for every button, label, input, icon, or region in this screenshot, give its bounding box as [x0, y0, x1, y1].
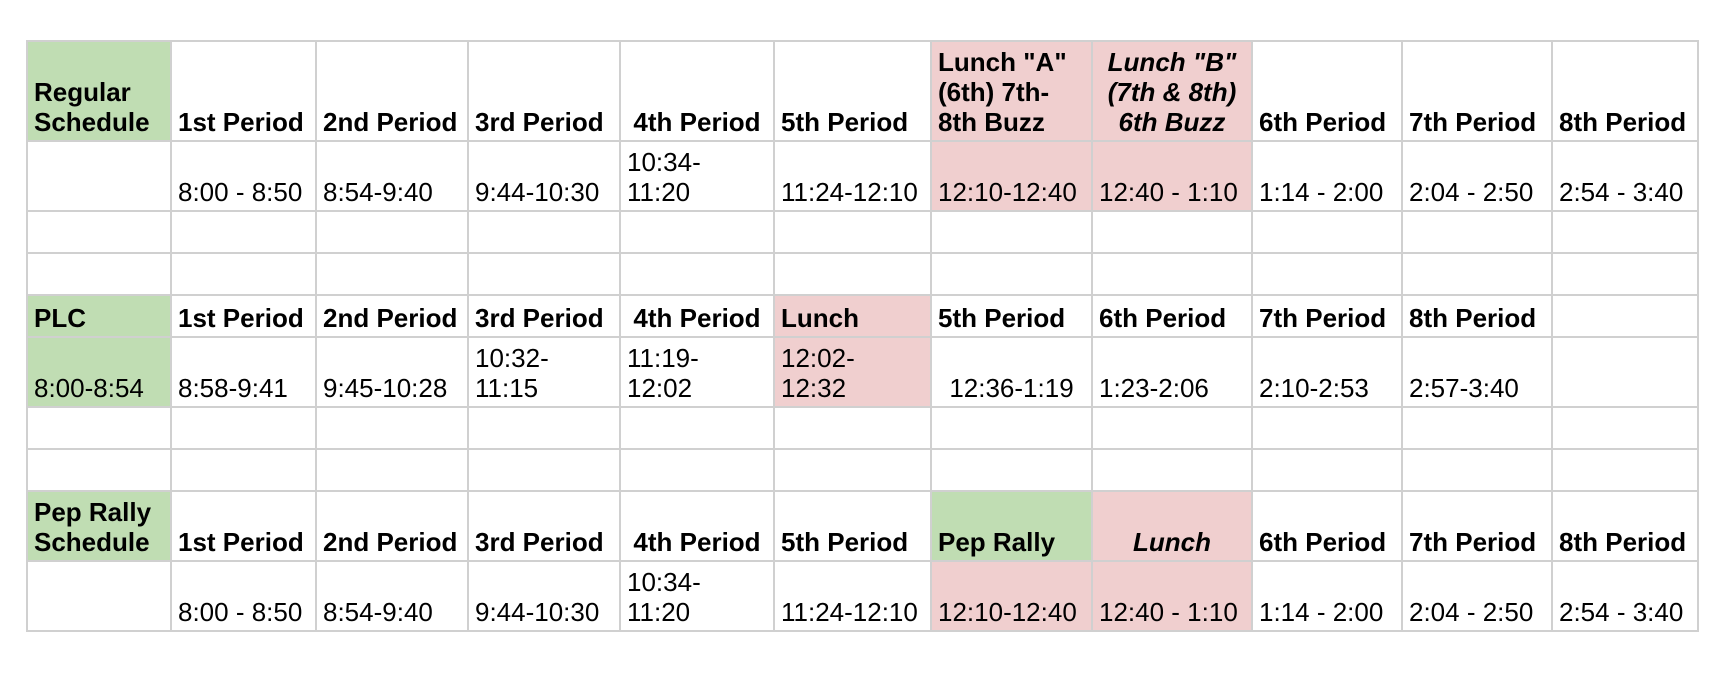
regular-time-cell[interactable]: 8:00 - 8:50 — [171, 141, 316, 211]
plc-header-cell[interactable]: 4th Period — [620, 295, 774, 337]
pep-rally-header-cell[interactable]: 1st Period — [171, 491, 316, 561]
blank-row — [27, 253, 1698, 295]
regular-time-cell[interactable]: 11:24-12:10 — [774, 141, 931, 211]
plc-time-cell[interactable]: 11:19- 12:02 — [620, 337, 774, 407]
plc-header-cell[interactable]: 1st Period — [171, 295, 316, 337]
empty-cell[interactable] — [620, 407, 774, 449]
regular-lunch-a-header[interactable]: Lunch "A" (6th) 7th-8th Buzz — [931, 41, 1092, 141]
regular-time-cell[interactable]: 2:54 - 3:40 — [1552, 141, 1698, 211]
empty-cell[interactable] — [1252, 449, 1402, 491]
regular-header-row — [27, 41, 1698, 141]
pep-rally-time-cell[interactable]: 9:44-10:30 — [468, 561, 620, 631]
plc-time-row — [27, 337, 1698, 407]
regular-header-cell[interactable]: 4th Period — [620, 41, 774, 141]
plc-time-cell[interactable]: 12:36-1:19 — [931, 337, 1092, 407]
pep-rally-lunch-header[interactable]: Lunch — [1092, 491, 1252, 561]
pep-rally-time-cell[interactable]: 8:00 - 8:50 — [171, 561, 316, 631]
empty-cell[interactable] — [620, 449, 774, 491]
pep-rally-header-row — [27, 491, 1698, 561]
plc-header-cell[interactable]: 3rd Period — [468, 295, 620, 337]
empty-cell[interactable] — [774, 449, 931, 491]
regular-lunch-b-time[interactable]: 12:40 - 1:10 — [1092, 141, 1252, 211]
regular-header-cell[interactable]: 7th Period — [1402, 41, 1552, 141]
empty-cell[interactable] — [171, 253, 316, 295]
empty-cell[interactable] — [1252, 211, 1402, 253]
empty-cell[interactable] — [171, 449, 316, 491]
plc-header-cell[interactable]: 8th Period — [1402, 295, 1552, 337]
pep-rally-header-cell[interactable]: 6th Period — [1252, 491, 1402, 561]
plc-time-cell[interactable]: 2:57-3:40 — [1402, 337, 1552, 407]
pep-rally-time-cell[interactable]: 2:04 - 2:50 — [1402, 561, 1552, 631]
empty-cell[interactable] — [1552, 253, 1698, 295]
empty-cell[interactable] — [1092, 211, 1252, 253]
regular-header-cell[interactable]: 6th Period — [1252, 41, 1402, 141]
empty-cell[interactable] — [931, 407, 1092, 449]
empty-cell[interactable] — [27, 407, 171, 449]
empty-cell[interactable] — [620, 253, 774, 295]
empty-cell[interactable] — [171, 407, 316, 449]
pep-rally-time-cell[interactable] — [27, 561, 171, 631]
empty-cell[interactable] — [1402, 211, 1552, 253]
empty-cell[interactable] — [316, 449, 468, 491]
empty-cell[interactable] — [316, 407, 468, 449]
empty-cell[interactable] — [1552, 449, 1698, 491]
regular-header-cell[interactable]: 8th Period — [1552, 41, 1698, 141]
empty-cell[interactable] — [1402, 449, 1552, 491]
empty-cell[interactable] — [316, 253, 468, 295]
empty-cell[interactable] — [468, 407, 620, 449]
empty-cell[interactable] — [27, 449, 171, 491]
plc-time-cell[interactable]: 2:10-2:53 — [1252, 337, 1402, 407]
empty-cell[interactable] — [1552, 211, 1698, 253]
regular-time-cell[interactable]: 2:04 - 2:50 — [1402, 141, 1552, 211]
pep-rally-event-time[interactable]: 12:10-12:40 — [931, 561, 1092, 631]
plc-time-cell[interactable] — [1552, 337, 1698, 407]
pep-rally-time-cell[interactable]: 10:34- 11:20 — [620, 561, 774, 631]
empty-cell[interactable] — [27, 211, 171, 253]
schedule-table — [26, 40, 1699, 632]
pep-rally-time-cell[interactable]: 1:14 - 2:00 — [1252, 561, 1402, 631]
plc-time-cell[interactable]: 8:00-8:54 — [27, 337, 171, 407]
plc-time-cell[interactable]: 8:58-9:41 — [171, 337, 316, 407]
empty-cell[interactable] — [316, 211, 468, 253]
pep-rally-time-cell[interactable]: 2:54 - 3:40 — [1552, 561, 1698, 631]
plc-header-cell[interactable]: 2nd Period — [316, 295, 468, 337]
empty-cell[interactable] — [1252, 407, 1402, 449]
plc-lunch-header[interactable]: Lunch — [774, 295, 931, 337]
regular-time-cell[interactable]: 9:44-10:30 — [468, 141, 620, 211]
blank-row — [27, 211, 1698, 253]
pep-rally-time-cell[interactable]: 8:54-9:40 — [316, 561, 468, 631]
regular-lunch-a-time[interactable]: 12:10-12:40 — [931, 141, 1092, 211]
empty-cell[interactable] — [620, 211, 774, 253]
pep-rally-header-cell[interactable]: 2nd Period — [316, 491, 468, 561]
regular-lunch-b-header[interactable]: Lunch "B" (7th & 8th) 6th Buzz — [1092, 41, 1252, 141]
pep-rally-header-cell[interactable]: 3rd Period — [468, 491, 620, 561]
empty-cell[interactable] — [1402, 407, 1552, 449]
empty-cell[interactable] — [171, 211, 316, 253]
regular-header-cell[interactable]: 5th Period — [774, 41, 931, 141]
empty-cell[interactable] — [1552, 407, 1698, 449]
empty-cell[interactable] — [468, 211, 620, 253]
plc-header-row — [27, 295, 1698, 337]
pep-rally-schedule-label[interactable]: Pep Rally Schedule — [27, 491, 171, 561]
empty-cell[interactable] — [1252, 253, 1402, 295]
empty-cell[interactable] — [468, 253, 620, 295]
empty-cell[interactable] — [774, 211, 931, 253]
empty-cell[interactable] — [27, 253, 171, 295]
regular-schedule-label[interactable]: Regular Schedule — [27, 41, 171, 141]
pep-rally-header-cell[interactable]: 4th Period — [620, 491, 774, 561]
plc-header-cell[interactable]: 6th Period — [1092, 295, 1252, 337]
pep-rally-time-cell[interactable]: 11:24-12:10 — [774, 561, 931, 631]
plc-time-cell[interactable]: 9:45-10:28 — [316, 337, 468, 407]
empty-cell[interactable] — [1092, 253, 1252, 295]
regular-header-cell[interactable]: 1st Period — [171, 41, 316, 141]
regular-time-cell[interactable]: 1:14 - 2:00 — [1252, 141, 1402, 211]
blank-row — [27, 407, 1698, 449]
regular-time-cell[interactable]: 8:54-9:40 — [316, 141, 468, 211]
empty-cell[interactable] — [1092, 449, 1252, 491]
plc-header-cell[interactable] — [1552, 295, 1698, 337]
plc-schedule-label[interactable]: PLC — [27, 295, 171, 337]
pep-rally-header-cell[interactable]: 5th Period — [774, 491, 931, 561]
regular-time-cell[interactable]: 10:34- 11:20 — [620, 141, 774, 211]
regular-header-cell[interactable]: 2nd Period — [316, 41, 468, 141]
pep-rally-header-cell[interactable]: 7th Period — [1402, 491, 1552, 561]
empty-cell[interactable] — [931, 449, 1092, 491]
empty-cell[interactable] — [931, 211, 1092, 253]
plc-time-cell[interactable]: 10:32- 11:15 — [468, 337, 620, 407]
regular-time-cell[interactable] — [27, 141, 171, 211]
pep-rally-header-cell[interactable]: 8th Period — [1552, 491, 1698, 561]
plc-header-cell[interactable]: 5th Period — [931, 295, 1092, 337]
empty-cell[interactable] — [1092, 407, 1252, 449]
pep-rally-event-header[interactable]: Pep Rally — [931, 491, 1092, 561]
regular-time-row — [27, 141, 1698, 211]
empty-cell[interactable] — [931, 253, 1092, 295]
plc-lunch-time[interactable]: 12:02- 12:32 — [774, 337, 931, 407]
pep-rally-lunch-time[interactable]: 12:40 - 1:10 — [1092, 561, 1252, 631]
empty-cell[interactable] — [774, 253, 931, 295]
empty-cell[interactable] — [468, 449, 620, 491]
empty-cell[interactable] — [774, 407, 931, 449]
blank-row — [27, 449, 1698, 491]
plc-time-cell[interactable]: 1:23-2:06 — [1092, 337, 1252, 407]
regular-header-cell[interactable]: 3rd Period — [468, 41, 620, 141]
plc-header-cell[interactable]: 7th Period — [1252, 295, 1402, 337]
empty-cell[interactable] — [1402, 253, 1552, 295]
pep-rally-time-row — [27, 561, 1698, 631]
